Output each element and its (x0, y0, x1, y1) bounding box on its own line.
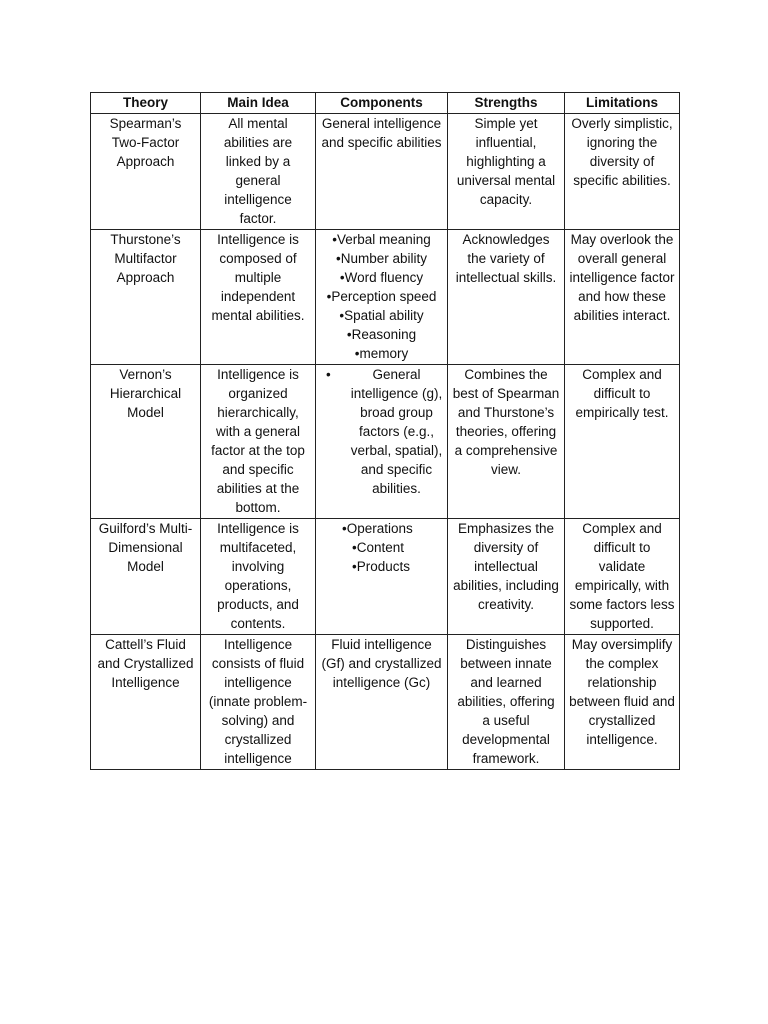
header-components: Components (316, 93, 448, 114)
strengths-cell: Simple yet influential, highlighting a universal mental capacity. (448, 114, 565, 230)
component-item: • General intelligence (g), broad group factors (e.g., verbal, spatial), and specific abilities. (350, 365, 443, 498)
component-item: •Spatial ability (339, 308, 424, 323)
main-idea-cell: All mental abilities are linked by a general intelligence factor. (201, 114, 316, 230)
strengths-cell: Acknowledges the variety of intellectual skills. (448, 230, 565, 365)
main-idea-cell: Intelligence consists of fluid intelligence (innate problem-solving) and crystallized intelligence (201, 635, 316, 770)
components-cell: General intelligence and specific abilities (316, 114, 448, 230)
table-row (91, 114, 680, 230)
theory-cell: Cattell’s Fluid and Crystallized Intelligence (91, 635, 201, 770)
components-cell (316, 230, 448, 365)
table-row (91, 519, 680, 635)
theory-cell: Vernon’s Hierarchical Model (91, 365, 201, 519)
component-item: •Verbal meaning (332, 232, 431, 247)
limitations-cell: Complex and difficult to empirically test. (565, 365, 680, 519)
component-item: •Content (352, 540, 405, 555)
limitations-cell: Overly simplistic, ignoring the diversity of specific abilities. (565, 114, 680, 230)
table-header-row (91, 93, 680, 114)
components-cell: Fluid intelligence (Gf) and crystallized intelligence (Gc) (316, 635, 448, 770)
component-item: •Word fluency (339, 270, 424, 285)
theory-cell: Guilford’s Multi-Dimensional Model (91, 519, 201, 635)
header-strengths: Strengths (448, 93, 565, 114)
strengths-cell: Emphasizes the diversity of intellectual abilities, including creativity. (448, 519, 565, 635)
limitations-cell: May oversimplify the complex relationship between fluid and crystallized intelligence. (565, 635, 680, 770)
component-item: •Products (352, 559, 411, 574)
limitations-cell: Complex and difficult to validate empirically, with some factors less supported. (565, 519, 680, 635)
theory-cell: Spearman’s Two-Factor Approach (91, 114, 201, 230)
component-item: •Operations (342, 521, 413, 536)
table-row (91, 230, 680, 365)
main-idea-cell: Intelligence is composed of multiple independent mental abilities. (201, 230, 316, 365)
main-idea-cell: Intelligence is multifaceted, involving operations, products, and contents. (201, 519, 316, 635)
component-item: •memory (354, 346, 409, 361)
header-theory: Theory (91, 93, 201, 114)
theories-table (90, 92, 680, 770)
components-cell (316, 519, 448, 635)
strengths-cell: Distinguishes between innate and learned abilities, offering a useful developmental framework. (448, 635, 565, 770)
component-item: •Reasoning (346, 327, 417, 342)
header-main-idea: Main Idea (201, 93, 316, 114)
table-row (91, 635, 680, 770)
component-item: •Number ability (335, 251, 427, 266)
strengths-cell: Combines the best of Spearman and Thurstone’s theories, offering a comprehensive view. (448, 365, 565, 519)
limitations-cell: May overlook the overall general intelligence factor and how these abilities interact. (565, 230, 680, 365)
components-cell (316, 365, 448, 519)
header-limitations: Limitations (565, 93, 680, 114)
main-idea-cell: Intelligence is organized hierarchically, with a general factor at the top and specific abilities at the bottom. (201, 365, 316, 519)
theory-cell: Thurstone’s Multifactor Approach (91, 230, 201, 365)
component-item: •Perception speed (326, 289, 437, 304)
table-row (91, 365, 680, 519)
components-bullet-list (320, 365, 443, 498)
